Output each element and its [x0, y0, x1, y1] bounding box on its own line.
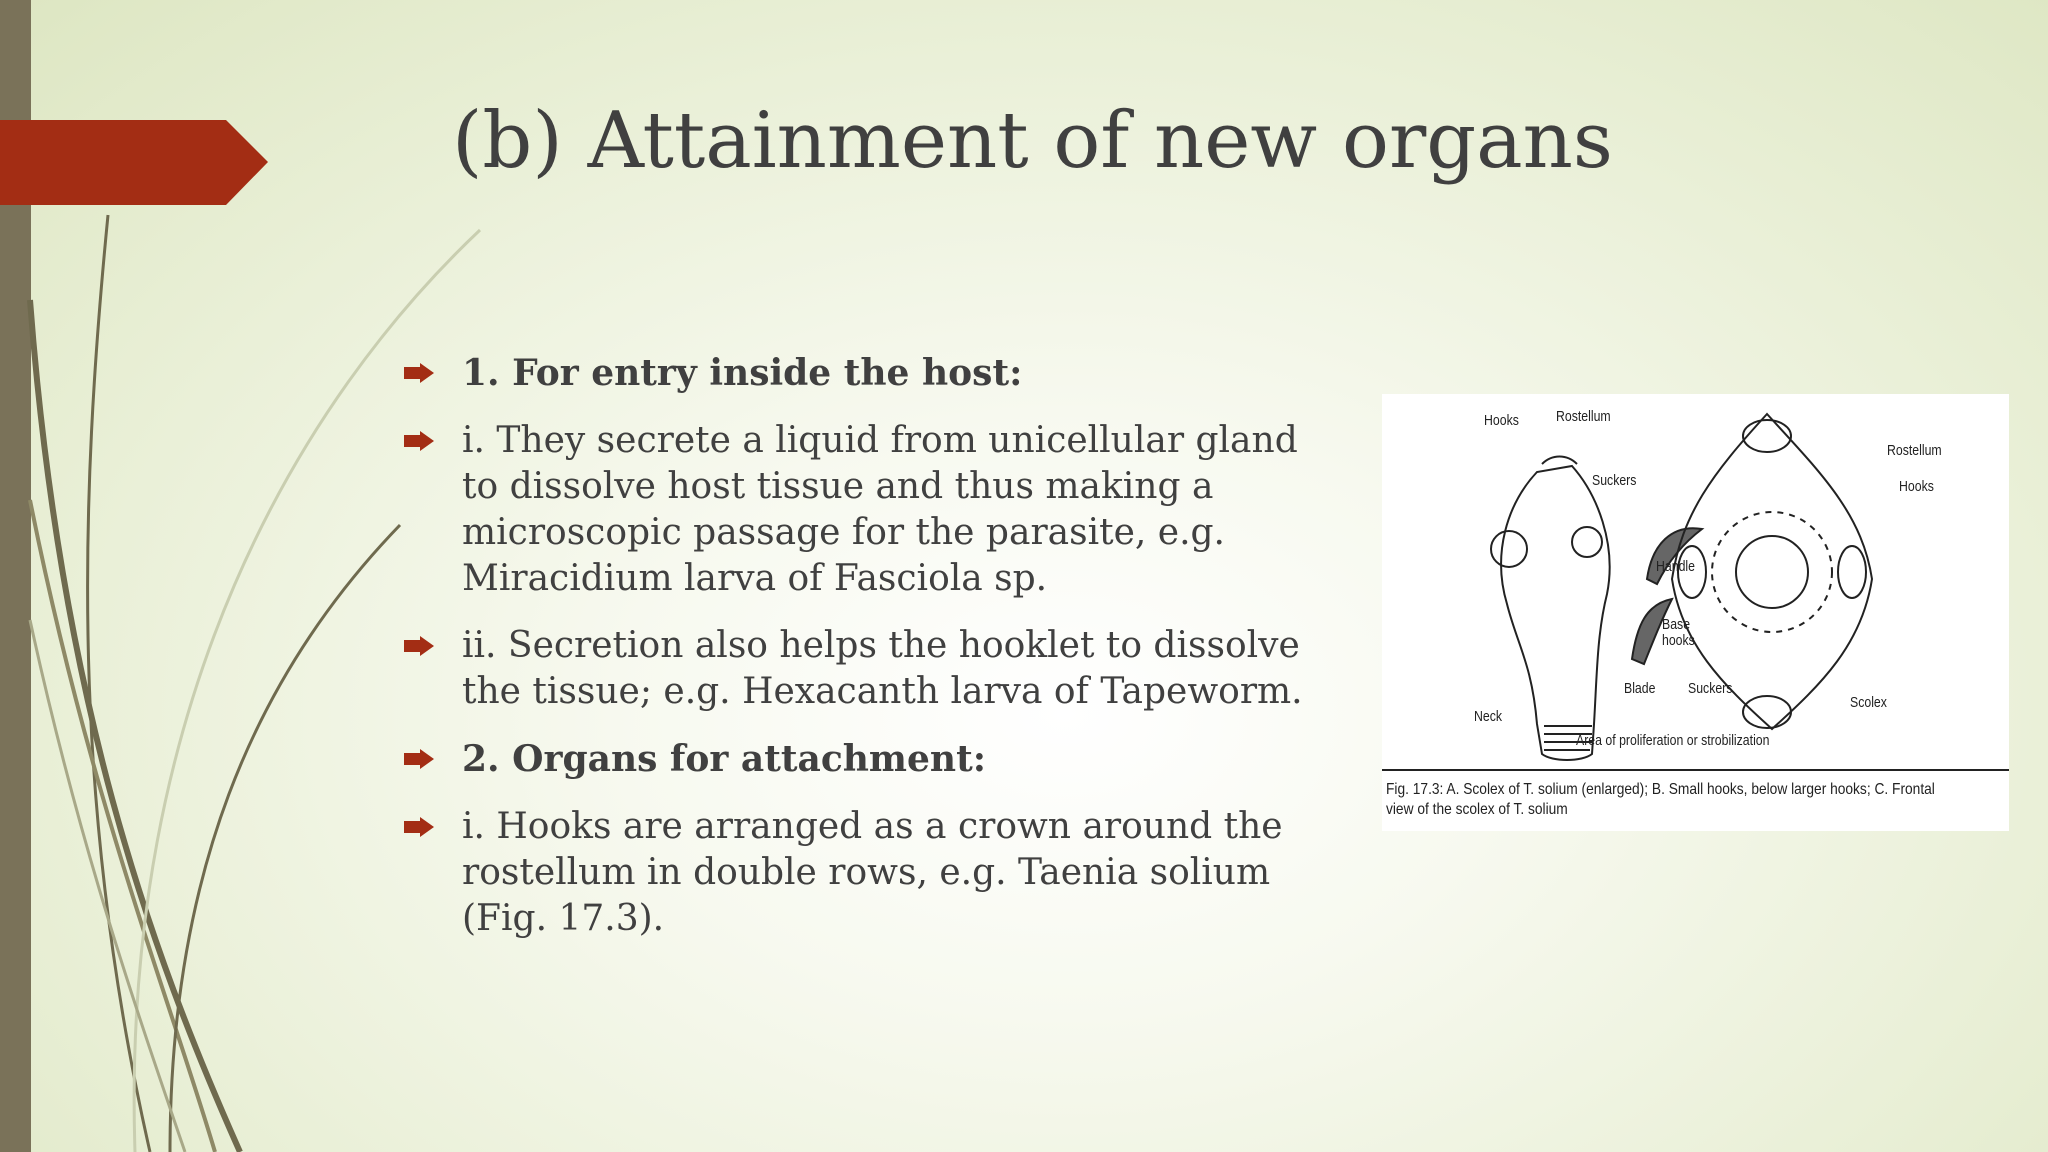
bullet-item [404, 350, 1324, 397]
label-blade: Blade [1624, 680, 1656, 697]
label-hooks-c: Hooks [1899, 478, 1934, 495]
label-area-proliferation: Area of proliferation or strobilization [1576, 732, 1770, 749]
scolex-figure [1382, 394, 2009, 831]
arrow-bullet-icon [404, 431, 434, 451]
label-handle: Handle [1656, 558, 1695, 575]
bullet-item [404, 804, 1324, 942]
bullet-item [404, 736, 1324, 783]
label-scolex: Scolex [1850, 694, 1887, 711]
slide-title: (b) Attainment of new organs [452, 96, 1613, 186]
label-suckers-a: Suckers [1592, 472, 1637, 489]
label-base-hooks: Base hooks [1662, 616, 1695, 649]
bullet-item [404, 623, 1324, 715]
scolex-diagram [1382, 394, 2009, 831]
bullet-list [404, 350, 1324, 963]
figure-caption: Fig. 17.3: A. Scolex of T. solium (enlarged); B. Small hooks, below larger hooks; C. Frontal view of the scolex of T. solium [1386, 781, 1935, 818]
title-arrow-shape [0, 120, 270, 205]
bullet-text: ii. Secretion also helps the hooklet to dissolve the tissue; e.g. Hexacanth larva of Tapeworm. [462, 625, 1303, 712]
label-rostellum-a: Rostellum [1556, 408, 1611, 425]
label-rostellum-c: Rostellum [1887, 442, 1942, 459]
label-hooks-a: Hooks [1484, 412, 1519, 429]
bullet-text: 1. For entry inside the host: [462, 352, 1023, 394]
bullet-text: i. They secrete a liquid from unicellular gland to dissolve host tissue and thus making a microscopic passage for the parasite, e.g. Miracidium larva of Fasciola sp. [462, 420, 1298, 599]
bullet-text: 2. Organs for attachment: [462, 738, 987, 780]
label-suckers-c: Suckers [1688, 680, 1733, 697]
arrow-bullet-icon [404, 363, 434, 383]
arrow-bullet-icon [404, 817, 434, 837]
label-neck: Neck [1474, 708, 1503, 725]
arrow-bullet-icon [404, 636, 434, 656]
bullet-item [404, 418, 1324, 602]
arrow-bullet-icon [404, 749, 434, 769]
bullet-text: i. Hooks are arranged as a crown around the rostellum in double rows, e.g. Taenia solium (Fig. 17.3). [462, 806, 1283, 939]
scolex-lateral-drawing [1491, 457, 1610, 761]
